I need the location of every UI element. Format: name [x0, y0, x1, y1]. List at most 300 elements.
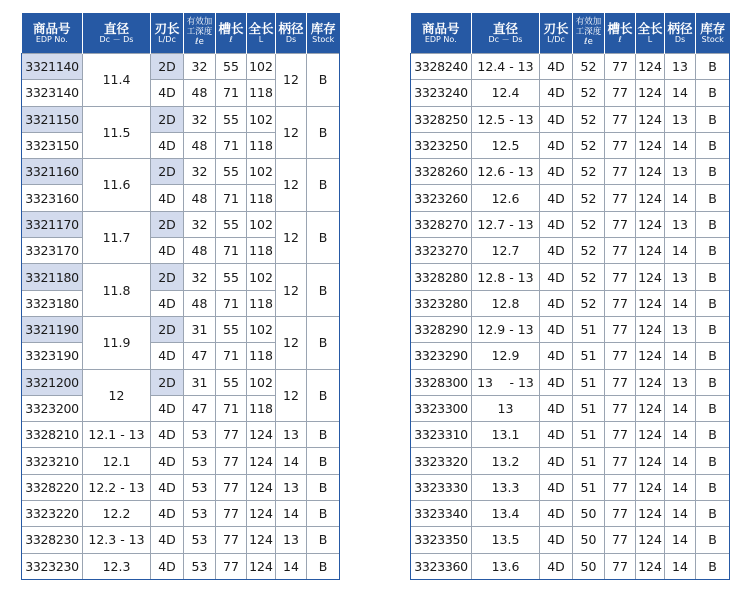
stock-cell: B	[307, 474, 340, 500]
edp-cell: 3328280	[411, 264, 472, 290]
shank-diameter-cell: 14	[276, 501, 307, 527]
stock-cell: B	[696, 553, 730, 579]
flute-ratio-cell: 4D	[540, 132, 573, 158]
effective-depth-cell: 48	[184, 80, 216, 106]
effective-depth-cell: 52	[573, 264, 605, 290]
diameter-cell: 13	[472, 395, 540, 421]
diameter-cell: 13.1	[472, 422, 540, 448]
stock-cell: B	[696, 369, 730, 395]
flute-length-cell: 77	[605, 553, 636, 579]
shank-diameter-cell: 14	[665, 422, 696, 448]
diameter-cell: 12.3	[83, 553, 151, 579]
edp-cell: 3328240	[411, 54, 472, 80]
flute-length-cell: 77	[216, 422, 247, 448]
edp-cell: 3323170	[22, 238, 83, 264]
edp-cell: 3328220	[22, 474, 83, 500]
edp-cell: 3323270	[411, 238, 472, 264]
shank-diameter-cell: 13	[665, 369, 696, 395]
table-row	[411, 395, 730, 421]
stock-cell: B	[696, 395, 730, 421]
diameter-cell: 13.3	[472, 474, 540, 500]
table-row	[411, 54, 730, 80]
flute-length-cell: 77	[605, 264, 636, 290]
edp-cell: 3323320	[411, 448, 472, 474]
effective-depth-cell: 51	[573, 448, 605, 474]
effective-depth-cell: 52	[573, 80, 605, 106]
edp-cell: 3328250	[411, 106, 472, 132]
flute-length-cell: 55	[216, 106, 247, 132]
overall-length-cell: 102	[247, 264, 276, 290]
flute-ratio-cell: 4D	[151, 238, 184, 264]
stock-cell: B	[696, 527, 730, 553]
flute-ratio-cell: 4D	[540, 316, 573, 342]
shank-diameter-cell: 13	[276, 474, 307, 500]
shank-diameter-cell: 14	[665, 290, 696, 316]
edp-cell: 3323200	[22, 395, 83, 421]
effective-depth-cell: 51	[573, 395, 605, 421]
diameter-cell: 11.9	[83, 316, 151, 369]
flute-length-cell: 77	[605, 501, 636, 527]
effective-depth-cell: 47	[184, 395, 216, 421]
stock-cell: B	[307, 211, 340, 264]
diameter-cell: 12.3 - 13	[83, 527, 151, 553]
table-row	[411, 132, 730, 158]
header-flute-length: 槽长 ℓ	[216, 13, 247, 54]
diameter-cell: 12.5 - 13	[472, 106, 540, 132]
flute-ratio-cell: 4D	[151, 80, 184, 106]
shank-diameter-cell: 14	[665, 474, 696, 500]
edp-cell: 3328270	[411, 211, 472, 237]
overall-length-cell: 118	[247, 80, 276, 106]
flute-length-cell: 77	[216, 448, 247, 474]
overall-length-cell: 124	[247, 501, 276, 527]
header-edp: 商品号 EDP No.	[411, 13, 472, 54]
flute-ratio-cell: 4D	[151, 290, 184, 316]
stock-cell: B	[307, 264, 340, 317]
shank-diameter-cell: 13	[665, 316, 696, 342]
shank-diameter-cell: 13	[665, 54, 696, 80]
overall-length-cell: 118	[247, 395, 276, 421]
flute-length-cell: 77	[605, 316, 636, 342]
flute-length-cell: 77	[605, 185, 636, 211]
table-row	[22, 448, 340, 474]
flute-ratio-cell: 2D	[151, 106, 184, 132]
shank-diameter-cell: 13	[665, 106, 696, 132]
flute-ratio-cell: 4D	[540, 448, 573, 474]
flute-ratio-cell: 4D	[540, 159, 573, 185]
stock-cell: B	[307, 54, 340, 107]
shank-diameter-cell: 12	[276, 54, 307, 107]
flute-length-cell: 77	[216, 474, 247, 500]
edp-cell: 3323240	[411, 80, 472, 106]
shank-diameter-cell: 14	[665, 553, 696, 579]
effective-depth-cell: 50	[573, 527, 605, 553]
diameter-cell: 12.8 - 13	[472, 264, 540, 290]
header-overall-length: 全长 L	[247, 13, 276, 54]
shank-diameter-cell: 14	[665, 238, 696, 264]
stock-cell: B	[696, 54, 730, 80]
flute-ratio-cell: 4D	[540, 343, 573, 369]
shank-diameter-cell: 14	[276, 448, 307, 474]
overall-length-cell: 124	[636, 448, 665, 474]
edp-cell: 3323360	[411, 553, 472, 579]
edp-cell: 3323350	[411, 527, 472, 553]
flute-ratio-cell: 4D	[151, 448, 184, 474]
edp-cell: 3321180	[22, 264, 83, 290]
flute-length-cell: 77	[605, 80, 636, 106]
diameter-cell: 12.4	[472, 80, 540, 106]
effective-depth-cell: 51	[573, 474, 605, 500]
diameter-cell: 12.7	[472, 238, 540, 264]
stock-cell: B	[696, 316, 730, 342]
shank-diameter-cell: 13	[665, 264, 696, 290]
edp-cell: 3323190	[22, 343, 83, 369]
flute-ratio-cell: 2D	[151, 369, 184, 395]
shank-diameter-cell: 14	[665, 527, 696, 553]
effective-depth-cell: 51	[573, 422, 605, 448]
diameter-cell: 11.6	[83, 159, 151, 212]
flute-length-cell: 71	[216, 238, 247, 264]
edp-cell: 3328230	[22, 527, 83, 553]
overall-length-cell: 124	[636, 159, 665, 185]
flute-length-cell: 77	[605, 290, 636, 316]
diameter-cell: 13 - 13	[472, 369, 540, 395]
edp-cell: 3323340	[411, 501, 472, 527]
overall-length-cell: 124	[636, 422, 665, 448]
edp-cell: 3328260	[411, 159, 472, 185]
overall-length-cell: 124	[636, 106, 665, 132]
shank-diameter-cell: 13	[276, 422, 307, 448]
table-row	[22, 369, 340, 395]
effective-depth-cell: 52	[573, 211, 605, 237]
shank-diameter-cell: 14	[665, 501, 696, 527]
edp-cell: 3328300	[411, 369, 472, 395]
spec-table-left	[21, 13, 340, 580]
flute-length-cell: 77	[605, 54, 636, 80]
effective-depth-cell: 52	[573, 185, 605, 211]
stock-cell: B	[696, 264, 730, 290]
overall-length-cell: 124	[636, 185, 665, 211]
flute-ratio-cell: 4D	[151, 422, 184, 448]
diameter-cell: 13.2	[472, 448, 540, 474]
effective-depth-cell: 52	[573, 159, 605, 185]
stock-cell: B	[696, 448, 730, 474]
effective-depth-cell: 48	[184, 132, 216, 158]
edp-cell: 3323220	[22, 501, 83, 527]
edp-cell: 3328210	[22, 422, 83, 448]
flute-ratio-cell: 4D	[151, 474, 184, 500]
effective-depth-cell: 32	[184, 211, 216, 237]
header-row	[411, 13, 730, 54]
flute-ratio-cell: 4D	[540, 501, 573, 527]
stock-cell: B	[696, 343, 730, 369]
effective-depth-cell: 48	[184, 238, 216, 264]
diameter-cell: 12.1 - 13	[83, 422, 151, 448]
flute-ratio-cell: 4D	[540, 422, 573, 448]
shank-diameter-cell: 12	[276, 369, 307, 422]
flute-length-cell: 77	[605, 448, 636, 474]
overall-length-cell: 102	[247, 159, 276, 185]
overall-length-cell: 124	[247, 422, 276, 448]
stock-cell: B	[307, 159, 340, 212]
flute-length-cell: 77	[605, 159, 636, 185]
edp-cell: 3323180	[22, 290, 83, 316]
diameter-cell: 11.7	[83, 211, 151, 264]
effective-depth-cell: 53	[184, 422, 216, 448]
flute-length-cell: 71	[216, 185, 247, 211]
overall-length-cell: 124	[636, 316, 665, 342]
flute-length-cell: 71	[216, 80, 247, 106]
overall-length-cell: 124	[636, 369, 665, 395]
edp-cell: 3323290	[411, 343, 472, 369]
flute-length-cell: 55	[216, 316, 247, 342]
effective-depth-cell: 51	[573, 369, 605, 395]
stock-cell: B	[696, 185, 730, 211]
table-row	[411, 185, 730, 211]
flute-ratio-cell: 2D	[151, 54, 184, 80]
table-row	[22, 316, 340, 342]
overall-length-cell: 124	[636, 211, 665, 237]
header-effective-depth: 有效加 工深度 ℓe	[573, 13, 605, 54]
overall-length-cell: 124	[636, 54, 665, 80]
diameter-cell: 12.2 - 13	[83, 474, 151, 500]
table-row	[411, 527, 730, 553]
flute-length-cell: 77	[216, 553, 247, 579]
effective-depth-cell: 31	[184, 369, 216, 395]
flute-length-cell: 77	[605, 238, 636, 264]
overall-length-cell: 124	[636, 395, 665, 421]
table-row	[22, 527, 340, 553]
effective-depth-cell: 31	[184, 316, 216, 342]
stock-cell: B	[307, 501, 340, 527]
overall-length-cell: 124	[636, 501, 665, 527]
table-row	[411, 501, 730, 527]
flute-ratio-cell: 4D	[151, 185, 184, 211]
flute-ratio-cell: 4D	[540, 238, 573, 264]
diameter-cell: 11.5	[83, 106, 151, 159]
flute-ratio-cell: 4D	[540, 369, 573, 395]
table-row	[411, 369, 730, 395]
flute-ratio-cell: 4D	[151, 343, 184, 369]
flute-length-cell: 77	[216, 501, 247, 527]
diameter-cell: 13.4	[472, 501, 540, 527]
shank-diameter-cell: 14	[665, 132, 696, 158]
flute-ratio-cell: 4D	[540, 106, 573, 132]
stock-cell: B	[696, 474, 730, 500]
flute-ratio-cell: 4D	[540, 54, 573, 80]
table-row	[22, 211, 340, 237]
overall-length-cell: 124	[247, 527, 276, 553]
edp-cell: 3323310	[411, 422, 472, 448]
stock-cell: B	[696, 80, 730, 106]
flute-length-cell: 55	[216, 264, 247, 290]
diameter-cell: 12.5	[472, 132, 540, 158]
effective-depth-cell: 52	[573, 132, 605, 158]
header-shank-diameter: 柄径 Ds	[276, 13, 307, 54]
flute-ratio-cell: 4D	[540, 185, 573, 211]
table-row	[411, 422, 730, 448]
stock-cell: B	[307, 448, 340, 474]
stock-cell: B	[696, 290, 730, 316]
stock-cell: B	[696, 422, 730, 448]
edp-cell: 3323300	[411, 395, 472, 421]
overall-length-cell: 124	[247, 448, 276, 474]
edp-cell: 3321150	[22, 106, 83, 132]
table-row	[22, 474, 340, 500]
stock-cell: B	[696, 132, 730, 158]
effective-depth-cell: 32	[184, 54, 216, 80]
flute-length-cell: 77	[605, 369, 636, 395]
edp-cell: 3323230	[22, 553, 83, 579]
overall-length-cell: 102	[247, 54, 276, 80]
shank-diameter-cell: 12	[276, 106, 307, 159]
effective-depth-cell: 47	[184, 343, 216, 369]
table-row	[411, 316, 730, 342]
table-row	[22, 264, 340, 290]
diameter-cell: 12.1	[83, 448, 151, 474]
flute-ratio-cell: 4D	[540, 474, 573, 500]
edp-cell: 3323330	[411, 474, 472, 500]
stock-cell: B	[696, 501, 730, 527]
effective-depth-cell: 52	[573, 54, 605, 80]
effective-depth-cell: 53	[184, 527, 216, 553]
flute-ratio-cell: 4D	[540, 290, 573, 316]
overall-length-cell: 118	[247, 132, 276, 158]
flute-ratio-cell: 4D	[151, 395, 184, 421]
table-row	[411, 80, 730, 106]
flute-ratio-cell: 4D	[151, 501, 184, 527]
effective-depth-cell: 52	[573, 290, 605, 316]
table-row	[411, 553, 730, 579]
flute-length-cell: 77	[605, 211, 636, 237]
overall-length-cell: 102	[247, 211, 276, 237]
effective-depth-cell: 52	[573, 238, 605, 264]
header-flute-length: 槽长 ℓ	[605, 13, 636, 54]
edp-cell: 3323160	[22, 185, 83, 211]
flute-ratio-cell: 2D	[151, 264, 184, 290]
edp-cell: 3321160	[22, 159, 83, 185]
stock-cell: B	[696, 106, 730, 132]
diameter-cell: 13.5	[472, 527, 540, 553]
effective-depth-cell: 53	[184, 448, 216, 474]
flute-length-cell: 77	[605, 527, 636, 553]
edp-cell: 3323250	[411, 132, 472, 158]
overall-length-cell: 102	[247, 369, 276, 395]
shank-diameter-cell: 12	[276, 264, 307, 317]
flute-ratio-cell: 4D	[540, 527, 573, 553]
effective-depth-cell: 50	[573, 501, 605, 527]
table-row	[411, 264, 730, 290]
flute-ratio-cell: 2D	[151, 316, 184, 342]
overall-length-cell: 102	[247, 106, 276, 132]
flute-length-cell: 55	[216, 54, 247, 80]
stock-cell: B	[307, 106, 340, 159]
effective-depth-cell: 51	[573, 316, 605, 342]
stock-cell: B	[307, 316, 340, 369]
overall-length-cell: 124	[247, 553, 276, 579]
edp-cell: 3323260	[411, 185, 472, 211]
flute-ratio-cell: 2D	[151, 159, 184, 185]
header-stock: 库存 Stock	[307, 13, 340, 54]
edp-cell: 3323210	[22, 448, 83, 474]
overall-length-cell: 124	[636, 553, 665, 579]
effective-depth-cell: 53	[184, 553, 216, 579]
shank-diameter-cell: 13	[665, 211, 696, 237]
flute-length-cell: 55	[216, 369, 247, 395]
edp-cell: 3321190	[22, 316, 83, 342]
shank-diameter-cell: 12	[276, 316, 307, 369]
table-row	[411, 106, 730, 132]
flute-ratio-cell: 4D	[540, 264, 573, 290]
flute-length-cell: 71	[216, 132, 247, 158]
edp-cell: 3323280	[411, 290, 472, 316]
table-row	[411, 159, 730, 185]
header-stock: 库存 Stock	[696, 13, 730, 54]
effective-depth-cell: 48	[184, 185, 216, 211]
flute-ratio-cell: 4D	[540, 553, 573, 579]
effective-depth-cell: 50	[573, 553, 605, 579]
header-shank-diameter: 柄径 Ds	[665, 13, 696, 54]
effective-depth-cell: 52	[573, 106, 605, 132]
diameter-cell: 12.8	[472, 290, 540, 316]
header-diameter: 直径 Dc － Ds	[83, 13, 151, 54]
edp-cell: 3321140	[22, 54, 83, 80]
spec-table-right	[410, 13, 730, 580]
header-overall-length: 全长 L	[636, 13, 665, 54]
table-row	[22, 106, 340, 132]
edp-cell: 3328290	[411, 316, 472, 342]
diameter-cell: 12.9 - 13	[472, 316, 540, 342]
overall-length-cell: 124	[636, 474, 665, 500]
table-row	[411, 474, 730, 500]
table-row	[411, 343, 730, 369]
edp-cell: 3321170	[22, 211, 83, 237]
shank-diameter-cell: 12	[276, 159, 307, 212]
flute-length-cell: 77	[605, 474, 636, 500]
overall-length-cell: 118	[247, 290, 276, 316]
flute-ratio-cell: 4D	[151, 527, 184, 553]
diameter-cell: 11.8	[83, 264, 151, 317]
overall-length-cell: 124	[636, 238, 665, 264]
flute-length-cell: 71	[216, 395, 247, 421]
effective-depth-cell: 53	[184, 474, 216, 500]
shank-diameter-cell: 14	[665, 448, 696, 474]
header-row	[22, 13, 340, 54]
overall-length-cell: 124	[636, 527, 665, 553]
diameter-cell: 12.6	[472, 185, 540, 211]
table-row	[22, 54, 340, 80]
flute-length-cell: 71	[216, 343, 247, 369]
table-row	[411, 238, 730, 264]
table-row	[411, 211, 730, 237]
shank-diameter-cell: 12	[276, 211, 307, 264]
header-diameter: 直径 Dc － Ds	[472, 13, 540, 54]
flute-ratio-cell: 4D	[540, 395, 573, 421]
flute-ratio-cell: 4D	[540, 211, 573, 237]
stock-cell: B	[696, 159, 730, 185]
overall-length-cell: 118	[247, 185, 276, 211]
stock-cell: B	[307, 527, 340, 553]
stock-cell: B	[307, 553, 340, 579]
shank-diameter-cell: 13	[665, 159, 696, 185]
stock-cell: B	[696, 211, 730, 237]
table-row	[22, 553, 340, 579]
stock-cell: B	[307, 369, 340, 422]
effective-depth-cell: 32	[184, 106, 216, 132]
shank-diameter-cell: 14	[665, 395, 696, 421]
flute-length-cell: 71	[216, 290, 247, 316]
diameter-cell: 12.4 - 13	[472, 54, 540, 80]
